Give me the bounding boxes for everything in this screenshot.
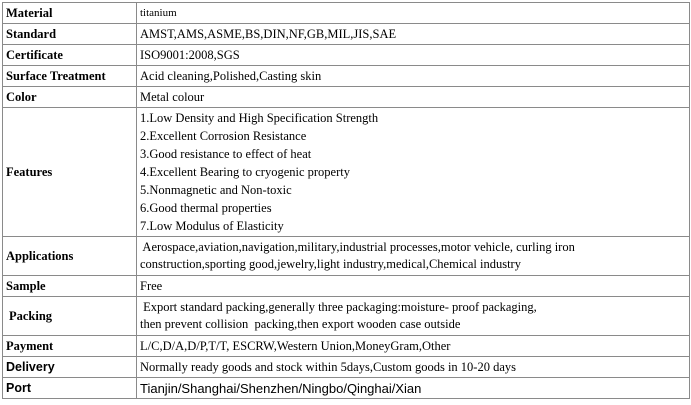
row-value-material: titanium [137,3,690,24]
row-value-packing [137,297,690,336]
table-row-standard [3,24,690,45]
feature-line: 2.Excellent Corrosion Resistance [140,129,307,143]
applications-line: Aerospace,aviation,navigation,military,industrial processes,motor vehicle, curling iron [140,240,575,254]
row-value-standard: AMST,AMS,ASME,BS,DIN,NF,GB,MIL,JIS,SAE [137,24,690,45]
row-label-delivery: Delivery [3,357,137,378]
feature-line: 6.Good thermal properties [140,201,272,215]
table-row-certificate [3,45,690,66]
feature-line: 7.Low Modulus of Elasticity [140,219,284,233]
row-value-surface-treatment: Acid cleaning,Polished,Casting skin [137,66,690,87]
row-label-port: Port [3,378,137,399]
row-label-payment: Payment [3,336,137,357]
specification-table [2,2,690,399]
row-label-color: Color [3,87,137,108]
row-value-applications [137,237,690,276]
row-value-color: Metal colour [137,87,690,108]
row-value-payment: L/C,D/A,D/P,T/T, ESCRW,Western Union,MoneyGram,Other [137,336,690,357]
feature-line: 5.Nonmagnetic and Non-toxic [140,183,292,197]
table-row-material [3,3,690,24]
applications-line: construction,sporting good,jewelry,light industry,medical,Chemical industry [140,257,521,271]
row-value-delivery: Normally ready goods and stock within 5days,Custom goods in 10-20 days [137,357,690,378]
table-row-delivery [3,357,690,378]
table-row-features [3,108,690,237]
feature-line: 4.Excellent Bearing to cryogenic property [140,165,350,179]
row-value-certificate: ISO9001:2008,SGS [137,45,690,66]
row-label-features: Features [3,108,137,237]
table-row-color [3,87,690,108]
row-value-sample: Free [137,276,690,297]
feature-line: 3.Good resistance to effect of heat [140,147,312,161]
row-label-standard: Standard [3,24,137,45]
table-row-payment [3,336,690,357]
row-label-sample: Sample [3,276,137,297]
table-row-surface-treatment [3,66,690,87]
packing-line: then prevent collision packing,then export wooden case outside [140,317,461,331]
table-row-applications [3,237,690,276]
row-value-features [137,108,690,237]
table-row-packing [3,297,690,336]
feature-line: 1.Low Density and High Specification Strength [140,111,379,125]
table-row-sample [3,276,690,297]
row-value-port: Tianjin/Shanghai/Shenzhen/Ningbo/Qinghai/Xian [137,378,690,399]
packing-line: Export standard packing,generally three packaging:moisture- proof packaging, [140,300,537,314]
row-label-certificate: Certificate [3,45,137,66]
table-row-port [3,378,690,399]
row-label-applications: Applications [3,237,137,276]
row-label-surface-treatment: Surface Treatment [3,66,137,87]
row-label-packing: Packing [3,297,137,336]
row-label-material: Material [3,3,137,24]
